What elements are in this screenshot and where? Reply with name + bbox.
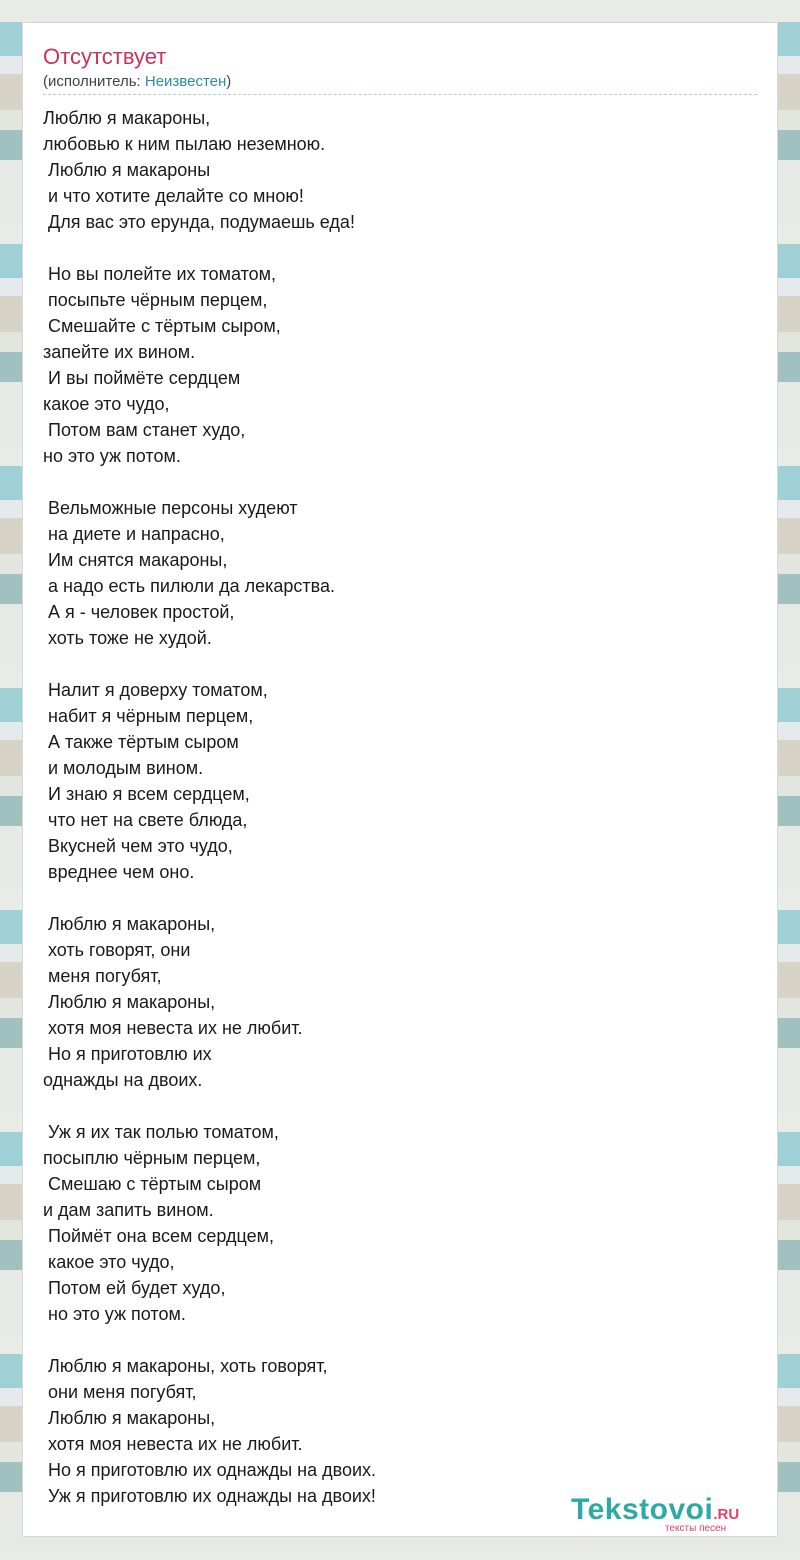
lyric-line: Потом вам станет худо, bbox=[43, 420, 246, 440]
stanza-break bbox=[43, 1327, 763, 1353]
lyric-line: однажды на двоих. bbox=[43, 1070, 203, 1090]
lyric-line: и молодым вином. bbox=[43, 758, 204, 778]
lyric-line: какое это чудо, bbox=[43, 1252, 175, 1272]
lyric-line: Но вы полейте их томатом, bbox=[43, 264, 277, 284]
lyric-line: а надо есть пилюли да лекарства. bbox=[43, 576, 336, 596]
lyric-line: но это уж потом. bbox=[43, 1304, 186, 1324]
lyrics-card bbox=[22, 22, 778, 1537]
lyric-line: Уж я их так полью томатом, bbox=[43, 1122, 279, 1142]
lyric-line: Люблю я макароны bbox=[43, 160, 211, 180]
lyric-line: любовью к ним пылаю неземною. bbox=[43, 134, 326, 154]
stanza-break bbox=[43, 651, 763, 677]
title-separator bbox=[43, 94, 757, 95]
stanza-break bbox=[43, 885, 763, 911]
lyrics-body bbox=[43, 105, 763, 1509]
site-logo[interactable] bbox=[571, 1493, 777, 1533]
lyric-line: и дам запить вином. bbox=[43, 1200, 214, 1220]
lyric-line: посыплю чёрным перцем, bbox=[43, 1148, 261, 1168]
performer-label: (исполнитель: bbox=[43, 73, 145, 90]
lyric-line: Им снятся макароны, bbox=[43, 550, 228, 570]
lyric-line: Люблю я макароны, bbox=[43, 1408, 216, 1428]
lyric-line: И знаю я всем сердцем, bbox=[43, 784, 250, 804]
logo-text: Tekstovoi bbox=[571, 1493, 714, 1526]
lyric-line: И вы поймёте сердцем bbox=[43, 368, 241, 388]
lyric-line: Для вас это ерунда, подумаешь еда! bbox=[43, 212, 355, 232]
lyric-line: Вкусней чем это чудо, bbox=[43, 836, 233, 856]
lyric-line: Люблю я макароны, bbox=[43, 914, 216, 934]
logo-tagline: тексты песен bbox=[665, 1523, 727, 1534]
lyric-line: набит я чёрным перцем, bbox=[43, 706, 254, 726]
lyric-line: хоть тоже не худой. bbox=[43, 628, 212, 648]
logo-tld: .RU bbox=[713, 1506, 740, 1523]
lyric-line: Смешайте с тёртым сыром, bbox=[43, 316, 281, 336]
lyric-line: хотя моя невеста их не любит. bbox=[43, 1018, 303, 1038]
lyric-line: Уж я приготовлю их однажды на двоих! bbox=[43, 1486, 376, 1506]
lyric-line: Но я приготовлю их однажды на двоих. bbox=[43, 1460, 377, 1480]
stanza-break bbox=[43, 235, 763, 261]
lyric-line: Вельможные персоны худеют bbox=[43, 498, 298, 518]
lyric-line: на диете и напрасно, bbox=[43, 524, 225, 544]
performer-line bbox=[43, 73, 231, 91]
lyric-line: они меня погубят, bbox=[43, 1382, 197, 1402]
lyric-line: Поймёт она всем сердцем, bbox=[43, 1226, 274, 1246]
lyric-line: Люблю я макароны, bbox=[43, 992, 216, 1012]
lyric-line: хоть говорят, они bbox=[43, 940, 191, 960]
lyric-line: какое это чудо, bbox=[43, 394, 170, 414]
performer-close: ) bbox=[226, 73, 232, 90]
lyric-line: запейте их вином. bbox=[43, 342, 196, 362]
lyric-line: Но я приготовлю их bbox=[43, 1044, 212, 1064]
song-title: Отсутствует bbox=[43, 44, 167, 69]
lyric-line: меня погубят, bbox=[43, 966, 162, 986]
lyric-line: Потом ей будет худо, bbox=[43, 1278, 226, 1298]
lyric-line: и что хотите делайте со мною! bbox=[43, 186, 304, 206]
lyric-line: Люблю я макароны, bbox=[43, 108, 211, 128]
lyric-line: но это уж потом. bbox=[43, 446, 181, 466]
stanza-break bbox=[43, 469, 763, 495]
lyric-line: Смешаю с тёртым сыром bbox=[43, 1174, 262, 1194]
lyric-line: хотя моя невеста их не любит. bbox=[43, 1434, 303, 1454]
lyric-line: что нет на свете блюда, bbox=[43, 810, 248, 830]
lyric-line: Люблю я макароны, хоть говорят, bbox=[43, 1356, 328, 1376]
artist-link[interactable]: Неизвестен bbox=[144, 73, 227, 90]
stanza-break bbox=[43, 1093, 763, 1119]
lyric-line: вреднее чем оно. bbox=[43, 862, 195, 882]
lyric-line: А я - человек простой, bbox=[43, 602, 235, 622]
lyric-line: посыпьте чёрным перцем, bbox=[43, 290, 268, 310]
lyric-line: А также тёртым сыром bbox=[43, 732, 239, 752]
lyric-line: Налит я доверху томатом, bbox=[43, 680, 268, 700]
